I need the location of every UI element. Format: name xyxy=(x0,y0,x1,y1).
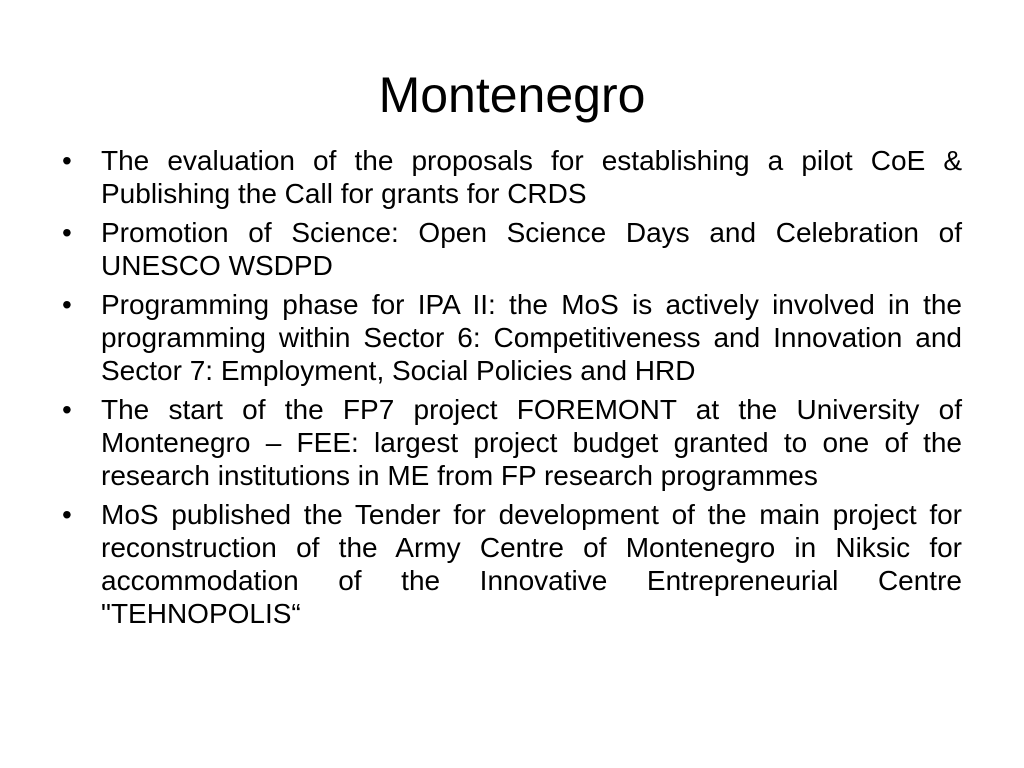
list-item xyxy=(62,393,962,492)
bullet-text: The evaluation of the proposals for establishing a pilot CoE & Publishing the Call for grants for CRDS xyxy=(101,145,962,209)
bullet-icon: • xyxy=(62,394,72,425)
bullet-icon: • xyxy=(62,499,72,530)
bullet-list xyxy=(62,144,962,636)
bullet-text: The start of the FP7 project FOREMONT at the University of Montenegro – FEE: largest project budget granted to one of the research institutions in ME from FP research programmes xyxy=(101,394,962,491)
list-item xyxy=(62,144,962,210)
bullet-icon: • xyxy=(62,145,72,176)
slide-title: Montenegro xyxy=(378,67,646,123)
list-item xyxy=(62,288,962,387)
bullet-text: Programming phase for IPA II: the MoS is actively involved in the programming within Sector 6: Competitiveness and Innovation and Sector 7: Employment, Social Policies and HRD xyxy=(101,289,962,386)
list-item xyxy=(62,216,962,282)
list-item xyxy=(62,498,962,630)
bullet-text: MoS published the Tender for development of the main project for reconstruction of the Army Centre of Montenegro in Niksic for accommodation of the Innovative Entrepreneurial Centre "TEHNOPOLIS“ xyxy=(101,499,962,629)
bullet-icon: • xyxy=(62,217,72,248)
bullet-text: Promotion of Science: Open Science Days and Celebration of UNESCO WSDPD xyxy=(101,217,962,281)
bullet-icon: • xyxy=(62,289,72,320)
